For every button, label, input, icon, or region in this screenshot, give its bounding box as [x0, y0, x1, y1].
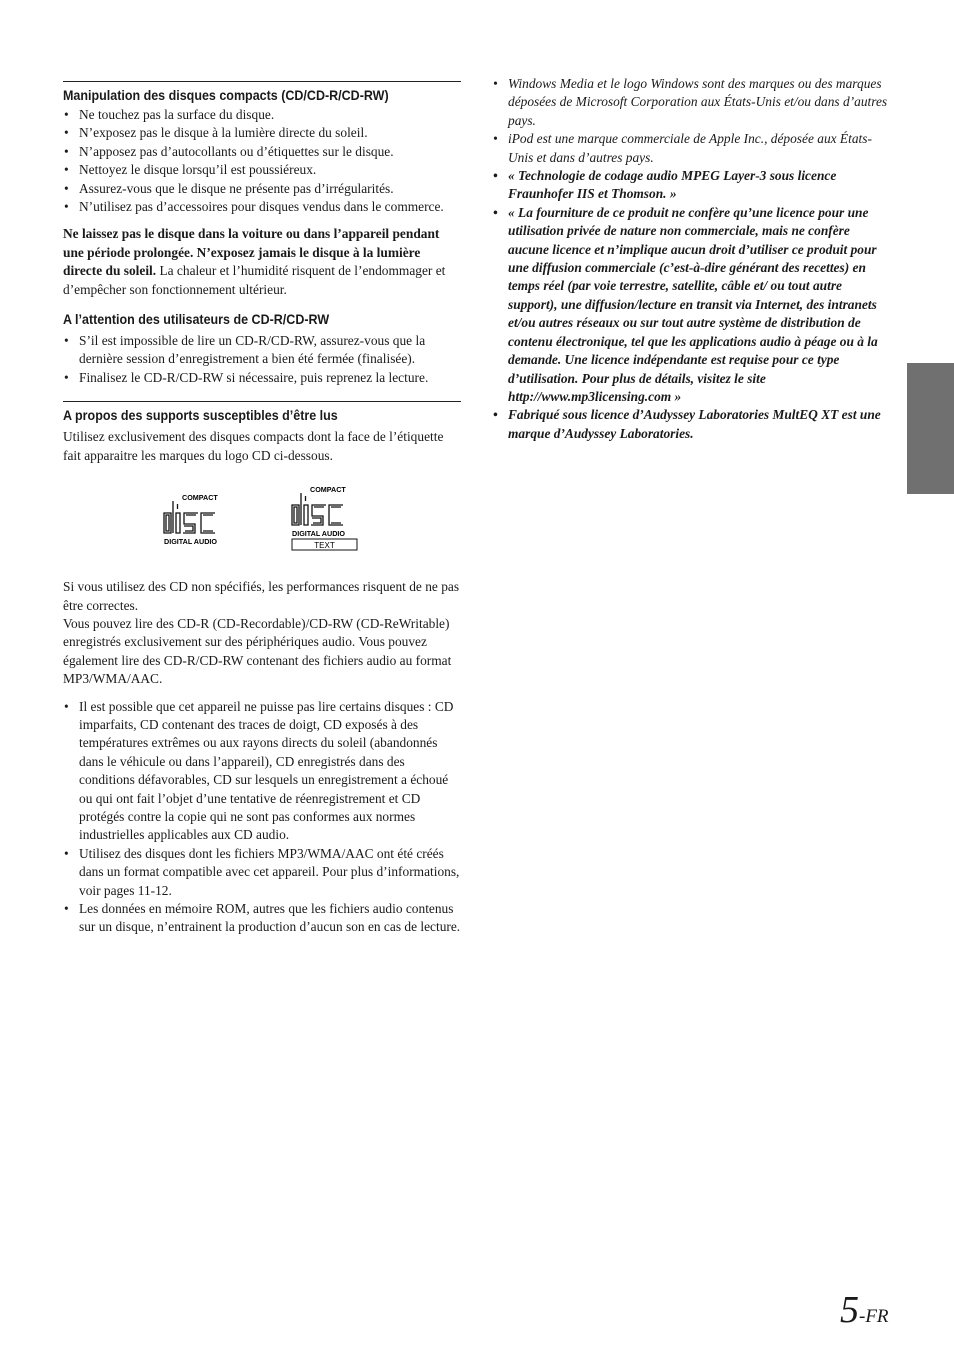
- logo-box-text: TEXT: [314, 541, 335, 551]
- list-item: • N’utilisez pas d’accessoires pour disques vendus dans le commerce.: [63, 198, 461, 216]
- warning-bold-text: Ne laissez pas le disque dans la voiture ou dans l’appareil pendant une période prolongée. N’exposez jamais le disque à la lumière directe du soleil.: [63, 226, 440, 279]
- list-item: • Windows Media et le logo Windows sont des marques ou des marques déposées de Microsoft Corporation aux États-Unis et/ou dans d’autres pays.: [492, 75, 894, 130]
- media-notes-list: [63, 698, 461, 937]
- section-rule: [63, 81, 461, 82]
- list-item: • Ne touchez pas la surface du disque.: [63, 106, 461, 124]
- heat-warning-paragraph: [63, 225, 461, 299]
- logo-top-text: COMPACT: [182, 493, 218, 503]
- list-item: • Nettoyez le disque lorsqu’il est poussiéreux.: [63, 161, 461, 179]
- logo-bottom-text: DIGITAL AUDIO: [292, 529, 345, 539]
- list-item: • Il est possible que cet appareil ne puisse pas lire certains disques : CD imparfaits, CD contenant des traces de doigt, CD exposés à des températures extrêmes ou aux rayons directs du soleil (abandonnés dans le véhicule ou dans l’appareil), CD enregistrés dans des conditions défavorables, CD sur lesquels un enregistrement a échoué ou qui ont fait l’objet d’une tentative de réenregistrement et CD protégés contre la copie qui ne sont pas conformes aux normes industrielles applicables aux CD audio.: [63, 698, 461, 845]
- handling-list: [63, 106, 461, 216]
- trademark-list: [492, 75, 894, 443]
- logo-top-text: COMPACT: [310, 485, 346, 495]
- page-number-suffix: -FR: [859, 1306, 889, 1327]
- compact-disc-text-logo: [291, 485, 361, 555]
- list-item: • Fabriqué sous licence d’Audyssey Laboratories MultEQ XT est une marque d’Audyssey Laboratories.: [492, 406, 894, 443]
- list-item: • « Technologie de codage audio MPEG Layer-3 sous licence Fraunhofer IIS et Thomson. »: [492, 167, 894, 204]
- cdr-list: [63, 332, 461, 387]
- section-heading-handling: Manipulation des disques compacts (CD/CD-R/CD-RW): [63, 88, 389, 103]
- list-item: • Assurez-vous que le disque ne présente pas d’irrégularités.: [63, 180, 461, 198]
- cdr-playback-paragraph: Vous pouvez lire des CD-R (CD-Recordable)/CD-RW (CD-ReWritable) enregistrés exclusivement sur des périphériques audio. Vous pouvez également lire des CD-R/CD-RW contenant des fichiers audio au format MP3/WMA/AAC.: [63, 615, 452, 687]
- section-heading-cdr: A l’attention des utilisateurs de CD-R/CD-RW: [63, 312, 330, 328]
- section-tab: [907, 363, 954, 494]
- section-heading-media: A propos des supports susceptibles d’être lus: [63, 408, 338, 424]
- list-item: • Utilisez des disques dont les fichiers MP3/WMA/AAC ont été créés dans un format compatible avec cet appareil. Pour plus d’informations, voir pages 11-12.: [63, 845, 461, 900]
- list-item: • N’apposez pas d’autocollants ou d’étiquettes sur le disque.: [63, 143, 461, 161]
- right-column: [492, 75, 894, 443]
- list-item: • Les données en mémoire ROM, autres que les fichiers audio contenus sur un disque, n’entrainent la production d’aucun son en cas de lecture.: [63, 900, 461, 937]
- list-item: • « La fourniture de ce produit ne confère qu’une licence pour une utilisation privée de nature non commerciale, mais ne confère aucune licence et n’implique aucun droit d’utiliser ce produit pour une diffusion commerciale (c’est-à-dire générant des recettes) en temps réel (par voie terrestre, satellite, câble et/ ou tout autre support), une diffusion/lecture en transit via Internet, des intranets et/ou autres réseaux ou sur tout autre système de distribution de contenu électronique, tel que les applications audio à péage ou à la demande. Une licence indépendante est requise pour ce type d’utilisation. Pour plus de détails, visitez le site http://www.mp3licensing.com »: [492, 204, 894, 406]
- page-number-digit: 5: [840, 1289, 859, 1331]
- list-item: • Finalisez le CD-R/CD-RW si nécessaire, puis reprenez la lecture.: [63, 369, 461, 387]
- list-item: • iPod est une marque commerciale de Apple Inc., déposée aux États-Unis et dans d’autres pays.: [492, 130, 894, 167]
- warning-text: La chaleur et l’humidité risquent de l’endommager et d’empêcher son fonctionnement ultérieur.: [63, 263, 446, 297]
- compact-disc-logo: [163, 493, 231, 549]
- unspecified-cd-paragraph: Si vous utilisez des CD non spécifiés, les performances risquent de ne pas être correctes.: [63, 579, 460, 613]
- media-intro: Utilisez exclusivement des disques compacts dont la face de l’étiquette fait apparaitre les marques du logo CD ci-dessous.: [63, 429, 444, 463]
- logo-bottom-text: DIGITAL AUDIO: [164, 537, 217, 547]
- list-item: • N’exposez pas le disque à la lumière directe du soleil.: [63, 124, 461, 142]
- section-rule: [63, 401, 461, 402]
- page-number: [840, 1290, 889, 1337]
- left-column: [63, 81, 461, 937]
- list-item: • S’il est impossible de lire un CD-R/CD-RW, assurez-vous que la dernière session d’enregistrement a bien été fermée (finalisée).: [63, 332, 461, 369]
- cd-logos: [63, 465, 461, 565]
